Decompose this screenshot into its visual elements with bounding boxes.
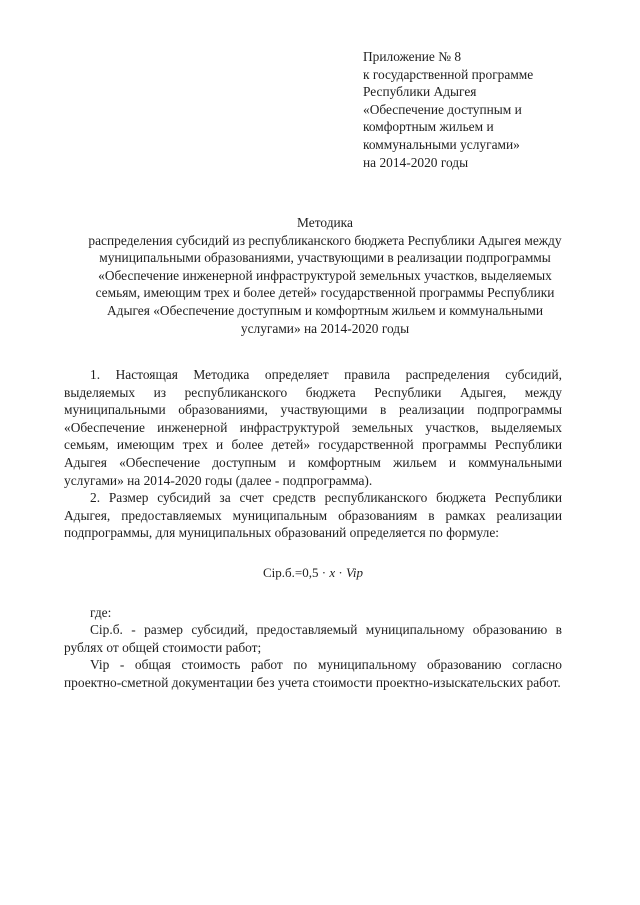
where-label: где: [90,604,112,620]
title-line: семьям, имеющим трех и более детей» государственной программы Республики [95,285,555,301]
paragraph-1: 1. Настоящая Методика определяет правила распределения субсидий, выделяемых из республиканского бюджета Республики Адыгея, между муниципальными образованиями, участвующими в реализации подпрограммы «Обеспечение инженерной инфраструктурой земельных участков, выделяемых семьям, имеющим трех и более детей» государственной программы Республики Адыгея «Обеспечение доступным и комфортным жильем и коммунальными услугами» на 2014-2020 годы (далее - подпрограмма). [64,367,562,488]
formula-dot: · [338,564,343,580]
document-title [40,214,610,337]
appendix-line: Республики Адыгея [363,84,477,100]
appendix-line: «Обеспечение доступным и [363,101,522,117]
formula-eq: =0,5 [294,564,319,580]
title-line: муниципальными образованиями, участвующими в реализации подпрограммы [99,250,551,266]
formula-x: x [329,564,336,580]
formula-lhs: Ciр.б. [262,564,295,580]
appendix-line: на 2014-2020 годы [363,154,469,170]
appendix-line: комфортным жильем и [363,119,494,135]
appendix-header [363,48,623,171]
document-body [64,366,562,692]
title-line: Адыгея «Обеспечение доступным и комфортным жильем и коммунальными [106,302,544,318]
title-line: «Обеспечение инженерной инфраструктурой земельных участков, выделяемых [98,267,552,283]
appendix-line: коммунальными услугами» [363,136,520,152]
title-line: распределения субсидий из республиканского бюджета Республики Адыгея между [88,232,562,248]
appendix-line: Приложение № 8 [363,49,462,64]
appendix-line: к государственной программе [363,66,534,82]
paragraph-2: 2. Размер субсидий за счет средств республиканского бюджета Республики Адыгея, предоставляемых муниципальным образованиям в рамках реализации подпрограммы, для муниципальных образований определяется по формуле: [64,490,562,541]
definition-2: Vip - общая стоимость работ по муниципальному образованию согласно проектно-сметной документации без учета стоимости проектно-изыскательских работ. [64,657,562,690]
definition-1: Ciр.б. - размер субсидий, предоставляемый муниципальному образованию в рублях от общей стоимости работ; [64,622,562,655]
title-line: услугами» на 2014-2020 годы [240,320,410,336]
formula-vip: Vip [345,564,364,580]
title-heading: Методика [297,215,353,230]
formula-dot: · [321,564,327,580]
formula [64,564,562,582]
